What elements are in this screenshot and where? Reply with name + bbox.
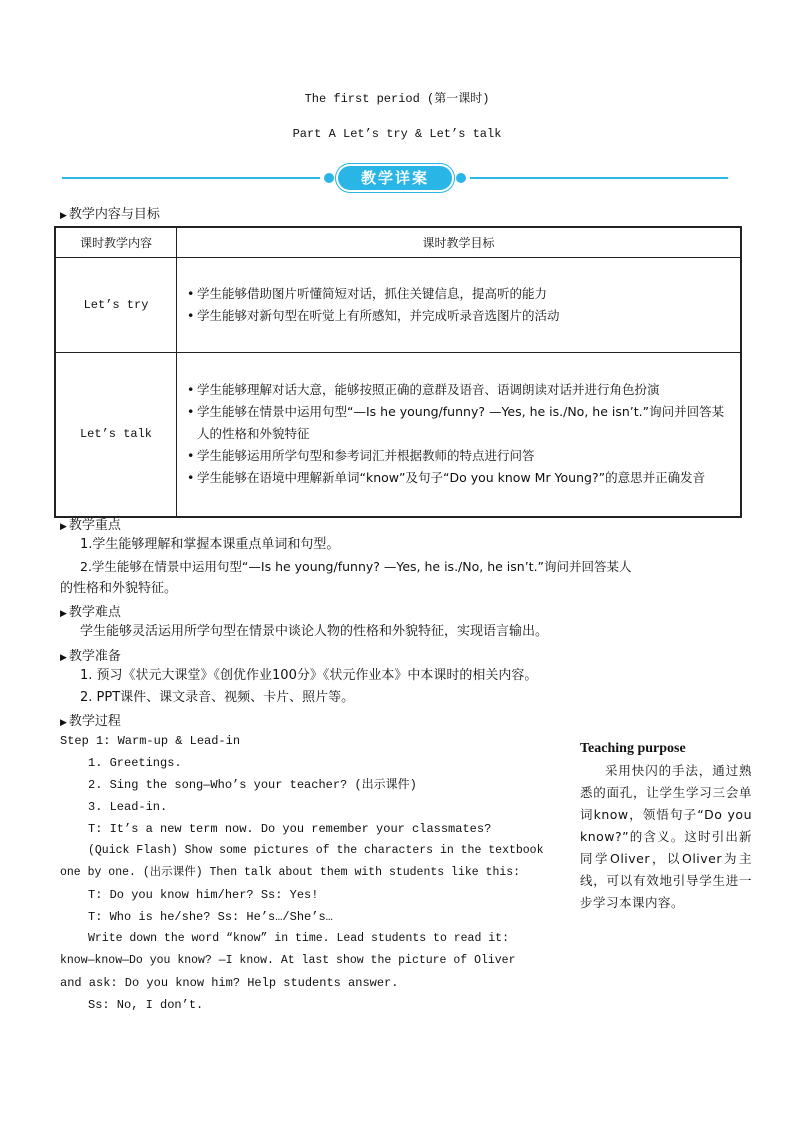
process-line: Ss: No, I don’t.: [88, 998, 204, 1012]
process-line: (Quick Flash) Show some pictures of the characters in the textbook: [88, 844, 544, 857]
keypoint-2-cont: 的性格和外貌特征。: [60, 581, 178, 596]
table-header-content: 课时教学内容: [55, 227, 177, 258]
section-preparation-heading: ▶ 教学准备: [60, 649, 121, 664]
process-line: and ask: Do you know him? Help students answer.: [60, 976, 399, 990]
triangle-bullet-icon: ▶: [60, 718, 67, 728]
table-cell-name: Let’s talk: [55, 353, 177, 517]
teaching-purpose-box: [580, 738, 752, 914]
section-keypoints-heading: ▶ 教学重点: [60, 518, 121, 533]
section-banner: [62, 166, 728, 190]
process-line: T: Who is he/she? Ss: He’s…/She’s…: [88, 910, 333, 924]
table-cell-goals: [177, 353, 742, 517]
table-row: [55, 353, 741, 517]
preparation-1: 1. 预习《状元大课堂》《创优作业100分》《状元作业本》中本课时的相关内容。: [80, 668, 538, 683]
triangle-bullet-icon: ▶: [60, 609, 67, 619]
process-line: T: Do you know him/her? Ss: Yes!: [88, 888, 319, 902]
table-header-goals: 课时教学目标: [177, 227, 742, 258]
process-line: know—know—Do you know? —I know. At last show the picture of Oliver: [60, 954, 516, 967]
goals-table: [54, 226, 742, 518]
page-title: The first period (第一课时): [304, 92, 490, 106]
section-difficulties-heading: ▶ 教学难点: [60, 605, 121, 620]
process-line: 1. Greetings.: [88, 756, 182, 770]
triangle-bullet-icon: ▶: [60, 211, 67, 221]
preparation-2: 2. PPT课件、课文录音、视频、卡片、照片等。: [80, 690, 355, 705]
teaching-purpose-body: 采用快闪的手法，通过熟悉的面孔，让学生学习三会单词know，领悟句子“Do you know?”的含义。这时引出新同学Oliver，以Oliver为主线，可以有效地引导学生进一步学习本课内容。: [580, 763, 752, 910]
triangle-bullet-icon: ▶: [60, 522, 67, 532]
goal-item: • 学生能够理解对话大意，能够按照正确的意群及语音、语调朗读对话并进行角色扮演: [187, 379, 734, 401]
table-cell-name: Let’s try: [55, 258, 177, 353]
table-cell-goals: [177, 258, 742, 353]
process-line: T: It’s a new term now. Do you remember your classmates?: [88, 822, 492, 836]
banner-dot-left: [324, 173, 334, 183]
table-row: [55, 258, 741, 353]
banner-label: 教学详案: [338, 166, 452, 190]
goal-item: • 学生能够在情景中运用句型“—Is he young/funny? —Yes, he is./No, he isn’t.”询问并回答某人的性格和外貌特征: [187, 401, 734, 445]
process-line: Write down the word “know” in time. Lead students to read it:: [88, 932, 509, 945]
keypoint-2: 2.学生能够在情景中运用句型“—Is he young/funny? —Yes, he is./No, he isn’t.”询问并回答某人: [80, 559, 632, 574]
teaching-purpose-title: Teaching purpose: [580, 741, 686, 756]
goal-item: • 学生能够在语境中理解新单词“know”及句子“Do you know Mr Young?”的意思并正确发音: [187, 467, 734, 489]
process-line: one by one. (出示课件) Then talk about them with students like this:: [60, 866, 521, 879]
table-header-row: [55, 227, 741, 258]
goal-item: • 学生能够运用所学句型和参考词汇并根据教师的特点进行问答: [187, 445, 734, 467]
process-line: 2. Sing the song—Who’s your teacher? (出示课件): [88, 778, 417, 792]
goal-item: • 学生能够对新句型在听觉上有所感知，并完成听录音选图片的活动: [187, 305, 734, 327]
keypoint-1: 1.学生能够理解和掌握本课重点单词和句型。: [80, 537, 340, 552]
triangle-bullet-icon: ▶: [60, 653, 67, 663]
banner-line-right: [470, 177, 728, 179]
goal-item: • 学生能够借助图片听懂简短对话，抓住关键信息，提高听的能力: [187, 283, 734, 305]
page-subtitle: Part A Let’s try & Let’s talk: [292, 127, 502, 141]
process-line: Step 1: Warm-up & Lead-in: [60, 734, 241, 748]
difficulty-text: 学生能够灵活运用所学句型在情景中谈论人物的性格和外貌特征，实现语言输出。: [80, 624, 549, 639]
banner-dot-right: [456, 173, 466, 183]
section-process-heading: ▶ 教学过程: [60, 714, 121, 729]
process-line: 3. Lead-in.: [88, 800, 168, 814]
banner-line-left: [62, 177, 320, 179]
section-goals-heading: ▶ 教学内容与目标: [60, 207, 160, 222]
